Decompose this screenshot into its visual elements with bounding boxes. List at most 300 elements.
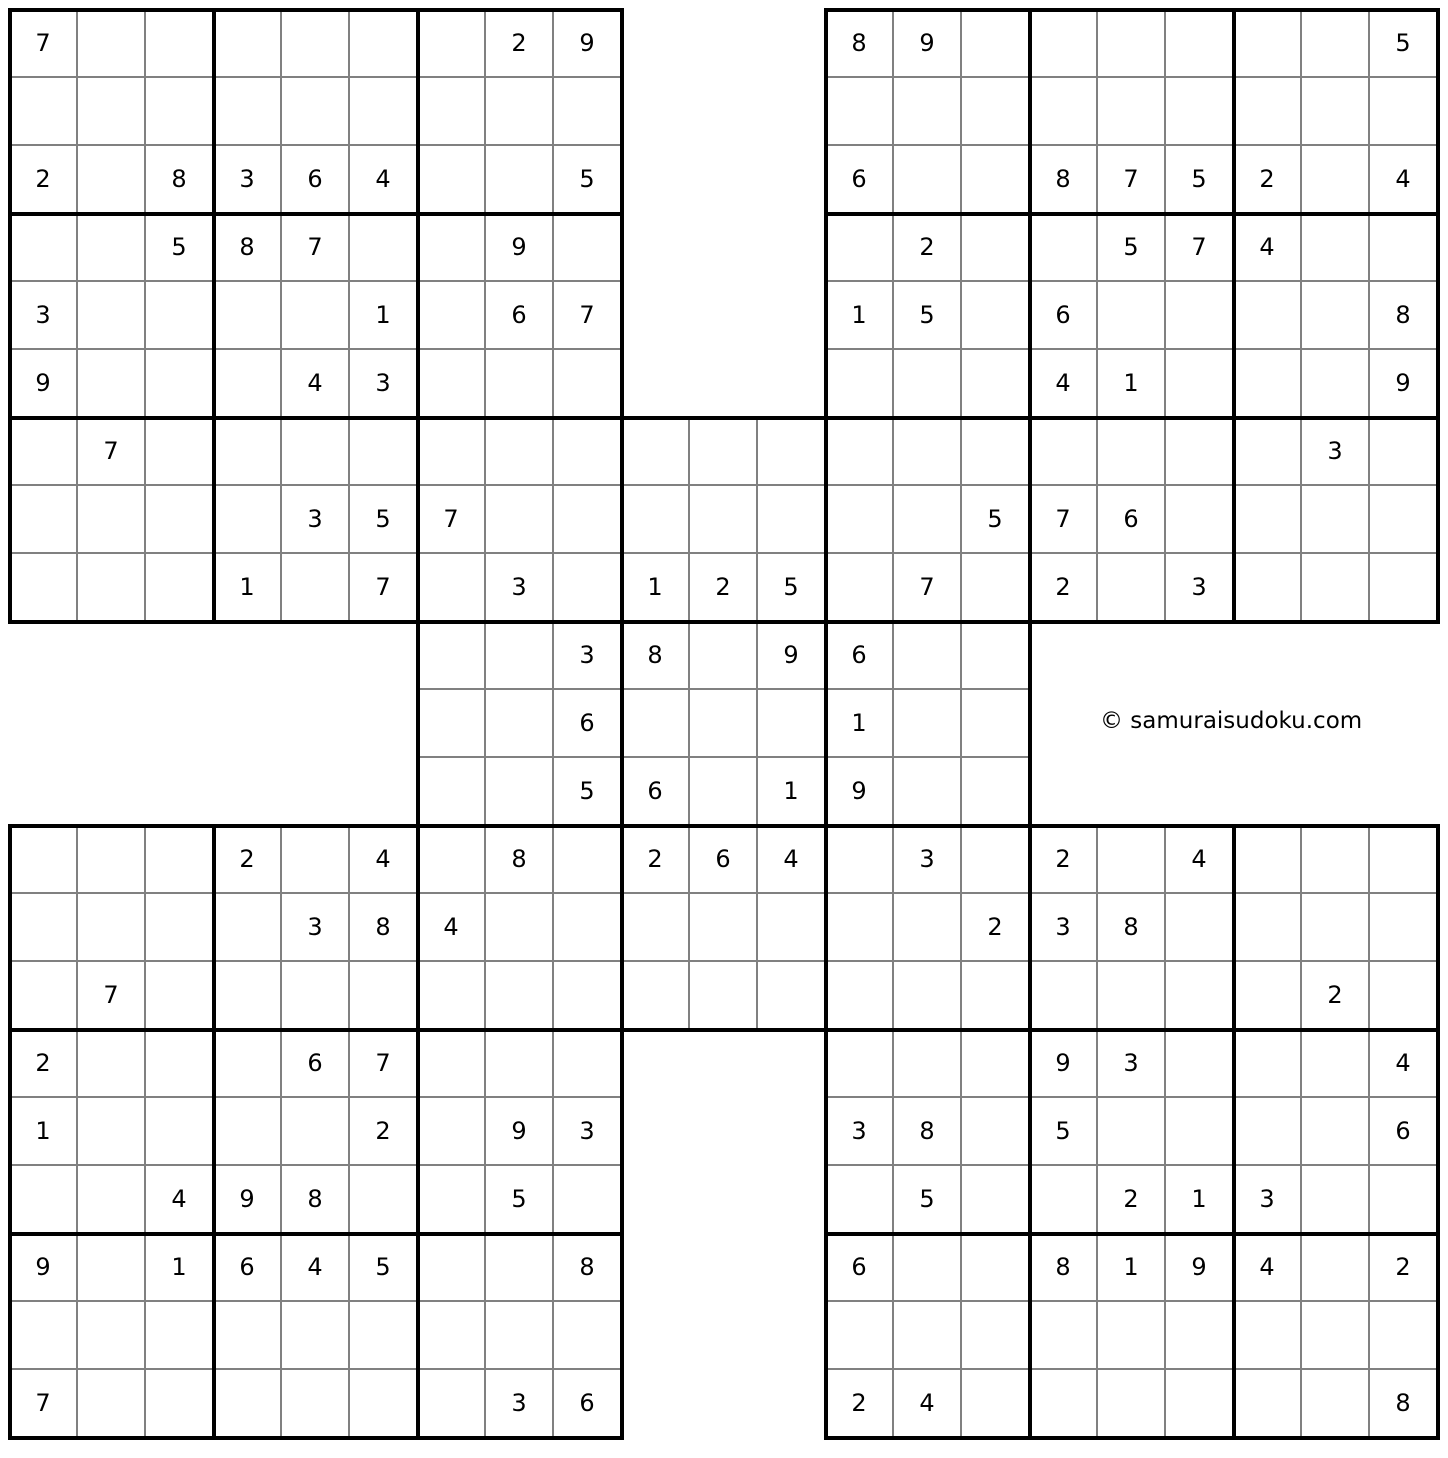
sudoku-cell[interactable]: [486, 1234, 554, 1302]
sudoku-cell[interactable]: 5: [1166, 146, 1234, 214]
sudoku-cell[interactable]: 4: [1370, 1030, 1438, 1098]
sudoku-cell[interactable]: [1234, 1030, 1302, 1098]
sudoku-cell[interactable]: 8: [1098, 894, 1166, 962]
sudoku-cell[interactable]: [1302, 282, 1370, 350]
sudoku-cell[interactable]: [962, 418, 1030, 486]
sudoku-cell[interactable]: [1098, 962, 1166, 1030]
sudoku-cell[interactable]: 2: [10, 146, 78, 214]
sudoku-cell[interactable]: [1234, 1302, 1302, 1370]
sudoku-cell[interactable]: [78, 894, 146, 962]
sudoku-cell[interactable]: [826, 1030, 894, 1098]
sudoku-cell[interactable]: [78, 554, 146, 622]
sudoku-cell[interactable]: [894, 622, 962, 690]
sudoku-cell[interactable]: [1234, 894, 1302, 962]
sudoku-cell[interactable]: [962, 214, 1030, 282]
sudoku-cell[interactable]: [826, 962, 894, 1030]
sudoku-cell[interactable]: [146, 282, 214, 350]
sudoku-cell[interactable]: [894, 962, 962, 1030]
sudoku-cell[interactable]: [282, 1370, 350, 1438]
sudoku-cell[interactable]: 8: [826, 10, 894, 78]
sudoku-cell[interactable]: 9: [486, 1098, 554, 1166]
sudoku-cell[interactable]: 6: [1098, 486, 1166, 554]
sudoku-cell[interactable]: [146, 554, 214, 622]
sudoku-cell[interactable]: [894, 486, 962, 554]
sudoku-cell[interactable]: [350, 1370, 418, 1438]
sudoku-cell[interactable]: [894, 1302, 962, 1370]
sudoku-cell[interactable]: [418, 554, 486, 622]
sudoku-cell[interactable]: [690, 486, 758, 554]
sudoku-cell[interactable]: [962, 554, 1030, 622]
sudoku-cell[interactable]: [486, 758, 554, 826]
sudoku-cell[interactable]: [1370, 554, 1438, 622]
sudoku-cell[interactable]: 3: [554, 622, 622, 690]
sudoku-cell[interactable]: [78, 826, 146, 894]
sudoku-cell[interactable]: 9: [554, 10, 622, 78]
sudoku-cell[interactable]: 6: [554, 690, 622, 758]
sudoku-cell[interactable]: [486, 1302, 554, 1370]
sudoku-cell[interactable]: [962, 622, 1030, 690]
sudoku-cell[interactable]: [10, 78, 78, 146]
sudoku-cell[interactable]: 6: [1370, 1098, 1438, 1166]
sudoku-cell[interactable]: [282, 282, 350, 350]
sudoku-cell[interactable]: [1302, 78, 1370, 146]
sudoku-cell[interactable]: [146, 894, 214, 962]
sudoku-cell[interactable]: [10, 214, 78, 282]
sudoku-cell[interactable]: [1098, 1302, 1166, 1370]
sudoku-cell[interactable]: 3: [1234, 1166, 1302, 1234]
sudoku-cell[interactable]: 6: [214, 1234, 282, 1302]
sudoku-cell[interactable]: [962, 1370, 1030, 1438]
sudoku-cell[interactable]: 6: [1030, 282, 1098, 350]
sudoku-cell[interactable]: [10, 1302, 78, 1370]
sudoku-cell[interactable]: [282, 1302, 350, 1370]
sudoku-cell[interactable]: [78, 1030, 146, 1098]
sudoku-cell[interactable]: [486, 622, 554, 690]
sudoku-cell[interactable]: [1166, 894, 1234, 962]
sudoku-cell[interactable]: [486, 78, 554, 146]
sudoku-cell[interactable]: [146, 1370, 214, 1438]
sudoku-cell[interactable]: [1030, 962, 1098, 1030]
sudoku-cell[interactable]: [1370, 1166, 1438, 1234]
sudoku-cell[interactable]: 2: [962, 894, 1030, 962]
sudoku-cell[interactable]: [214, 962, 282, 1030]
sudoku-cell[interactable]: 4: [418, 894, 486, 962]
sudoku-cell[interactable]: 5: [350, 486, 418, 554]
sudoku-cell[interactable]: [486, 418, 554, 486]
sudoku-cell[interactable]: [214, 486, 282, 554]
sudoku-cell[interactable]: [962, 10, 1030, 78]
sudoku-cell[interactable]: [214, 1370, 282, 1438]
sudoku-cell[interactable]: 7: [10, 10, 78, 78]
sudoku-cell[interactable]: 9: [894, 10, 962, 78]
sudoku-cell[interactable]: [146, 962, 214, 1030]
sudoku-cell[interactable]: [758, 418, 826, 486]
sudoku-cell[interactable]: [826, 214, 894, 282]
sudoku-cell[interactable]: [1098, 826, 1166, 894]
sudoku-cell[interactable]: 3: [894, 826, 962, 894]
sudoku-cell[interactable]: [214, 894, 282, 962]
sudoku-cell[interactable]: [418, 1166, 486, 1234]
sudoku-cell[interactable]: [146, 826, 214, 894]
sudoku-cell[interactable]: [282, 554, 350, 622]
sudoku-cell[interactable]: [418, 1098, 486, 1166]
sudoku-cell[interactable]: 9: [1030, 1030, 1098, 1098]
sudoku-cell[interactable]: 5: [894, 1166, 962, 1234]
sudoku-cell[interactable]: 4: [146, 1166, 214, 1234]
sudoku-cell[interactable]: [78, 350, 146, 418]
sudoku-cell[interactable]: 2: [826, 1370, 894, 1438]
sudoku-cell[interactable]: [282, 78, 350, 146]
sudoku-cell[interactable]: 1: [1098, 350, 1166, 418]
sudoku-cell[interactable]: [962, 690, 1030, 758]
sudoku-cell[interactable]: [962, 1030, 1030, 1098]
sudoku-cell[interactable]: [146, 418, 214, 486]
sudoku-cell[interactable]: [690, 758, 758, 826]
sudoku-cell[interactable]: [1302, 214, 1370, 282]
sudoku-cell[interactable]: [1166, 486, 1234, 554]
sudoku-cell[interactable]: [1302, 1234, 1370, 1302]
sudoku-cell[interactable]: [1302, 554, 1370, 622]
sudoku-cell[interactable]: [418, 10, 486, 78]
sudoku-cell[interactable]: 4: [350, 146, 418, 214]
sudoku-cell[interactable]: 6: [826, 622, 894, 690]
sudoku-cell[interactable]: [78, 10, 146, 78]
sudoku-cell[interactable]: 5: [1030, 1098, 1098, 1166]
sudoku-cell[interactable]: 9: [1166, 1234, 1234, 1302]
sudoku-cell[interactable]: [622, 962, 690, 1030]
sudoku-cell[interactable]: 3: [1030, 894, 1098, 962]
sudoku-cell[interactable]: [1098, 554, 1166, 622]
sudoku-cell[interactable]: 8: [1370, 1370, 1438, 1438]
sudoku-cell[interactable]: [78, 1302, 146, 1370]
sudoku-cell[interactable]: [10, 894, 78, 962]
sudoku-cell[interactable]: [146, 350, 214, 418]
sudoku-cell[interactable]: [1302, 146, 1370, 214]
sudoku-cell[interactable]: 4: [1370, 146, 1438, 214]
sudoku-cell[interactable]: 5: [486, 1166, 554, 1234]
sudoku-cell[interactable]: 4: [894, 1370, 962, 1438]
sudoku-cell[interactable]: [1302, 826, 1370, 894]
sudoku-cell[interactable]: 2: [894, 214, 962, 282]
sudoku-cell[interactable]: 3: [282, 894, 350, 962]
sudoku-cell[interactable]: 3: [486, 554, 554, 622]
sudoku-cell[interactable]: [1370, 826, 1438, 894]
sudoku-cell[interactable]: [418, 350, 486, 418]
sudoku-cell[interactable]: [554, 486, 622, 554]
sudoku-cell[interactable]: [826, 894, 894, 962]
sudoku-cell[interactable]: [1166, 78, 1234, 146]
sudoku-cell[interactable]: [1370, 486, 1438, 554]
sudoku-cell[interactable]: [1302, 350, 1370, 418]
sudoku-cell[interactable]: [622, 894, 690, 962]
sudoku-cell[interactable]: 8: [1030, 1234, 1098, 1302]
sudoku-cell[interactable]: [962, 962, 1030, 1030]
sudoku-cell[interactable]: 7: [282, 214, 350, 282]
sudoku-cell[interactable]: 5: [146, 214, 214, 282]
sudoku-cell[interactable]: [418, 826, 486, 894]
sudoku-cell[interactable]: [146, 1030, 214, 1098]
sudoku-cell[interactable]: 4: [350, 826, 418, 894]
sudoku-cell[interactable]: 2: [1030, 826, 1098, 894]
sudoku-cell[interactable]: [826, 826, 894, 894]
sudoku-cell[interactable]: [486, 690, 554, 758]
sudoku-cell[interactable]: 7: [554, 282, 622, 350]
sudoku-cell[interactable]: 6: [282, 1030, 350, 1098]
sudoku-cell[interactable]: [554, 894, 622, 962]
sudoku-cell[interactable]: 3: [10, 282, 78, 350]
sudoku-cell[interactable]: [10, 554, 78, 622]
sudoku-cell[interactable]: [1166, 1370, 1234, 1438]
sudoku-cell[interactable]: [418, 1030, 486, 1098]
sudoku-cell[interactable]: [622, 690, 690, 758]
sudoku-cell[interactable]: [78, 214, 146, 282]
sudoku-cell[interactable]: [962, 282, 1030, 350]
sudoku-cell[interactable]: [1234, 78, 1302, 146]
sudoku-cell[interactable]: [962, 826, 1030, 894]
sudoku-cell[interactable]: 5: [554, 146, 622, 214]
sudoku-cell[interactable]: [554, 554, 622, 622]
sudoku-cell[interactable]: [418, 1302, 486, 1370]
sudoku-cell[interactable]: [10, 486, 78, 554]
sudoku-cell[interactable]: 7: [1030, 486, 1098, 554]
sudoku-cell[interactable]: 7: [350, 1030, 418, 1098]
sudoku-cell[interactable]: 3: [1098, 1030, 1166, 1098]
sudoku-cell[interactable]: 9: [10, 350, 78, 418]
sudoku-cell[interactable]: [894, 350, 962, 418]
sudoku-cell[interactable]: 6: [554, 1370, 622, 1438]
sudoku-cell[interactable]: [826, 350, 894, 418]
sudoku-cell[interactable]: 3: [282, 486, 350, 554]
sudoku-cell[interactable]: [1030, 214, 1098, 282]
sudoku-cell[interactable]: [826, 486, 894, 554]
sudoku-cell[interactable]: 5: [1098, 214, 1166, 282]
sudoku-cell[interactable]: [962, 350, 1030, 418]
sudoku-cell[interactable]: [1302, 1302, 1370, 1370]
sudoku-cell[interactable]: 7: [350, 554, 418, 622]
sudoku-cell[interactable]: 1: [1166, 1166, 1234, 1234]
sudoku-cell[interactable]: [1370, 214, 1438, 282]
sudoku-cell[interactable]: [418, 282, 486, 350]
sudoku-cell[interactable]: [1098, 1098, 1166, 1166]
sudoku-cell[interactable]: [690, 418, 758, 486]
sudoku-cell[interactable]: [554, 350, 622, 418]
sudoku-cell[interactable]: 2: [486, 10, 554, 78]
sudoku-cell[interactable]: [554, 418, 622, 486]
sudoku-cell[interactable]: [894, 78, 962, 146]
sudoku-cell[interactable]: [826, 418, 894, 486]
sudoku-cell[interactable]: [418, 78, 486, 146]
sudoku-cell[interactable]: [758, 962, 826, 1030]
sudoku-cell[interactable]: [1030, 418, 1098, 486]
sudoku-cell[interactable]: 7: [1098, 146, 1166, 214]
sudoku-cell[interactable]: [1098, 1370, 1166, 1438]
sudoku-cell[interactable]: 2: [214, 826, 282, 894]
sudoku-cell[interactable]: [350, 1302, 418, 1370]
sudoku-cell[interactable]: 8: [554, 1234, 622, 1302]
sudoku-cell[interactable]: [1098, 418, 1166, 486]
sudoku-cell[interactable]: [78, 282, 146, 350]
sudoku-cell[interactable]: [690, 622, 758, 690]
sudoku-cell[interactable]: 5: [350, 1234, 418, 1302]
sudoku-cell[interactable]: [78, 146, 146, 214]
sudoku-cell[interactable]: [894, 690, 962, 758]
sudoku-cell[interactable]: 9: [826, 758, 894, 826]
sudoku-cell[interactable]: [214, 78, 282, 146]
sudoku-cell[interactable]: [418, 962, 486, 1030]
sudoku-cell[interactable]: 8: [350, 894, 418, 962]
sudoku-cell[interactable]: [622, 486, 690, 554]
sudoku-cell[interactable]: [1302, 1166, 1370, 1234]
sudoku-cell[interactable]: [350, 1166, 418, 1234]
sudoku-cell[interactable]: [78, 1370, 146, 1438]
sudoku-cell[interactable]: [214, 418, 282, 486]
sudoku-cell[interactable]: 1: [10, 1098, 78, 1166]
sudoku-cell[interactable]: [282, 10, 350, 78]
sudoku-cell[interactable]: [1030, 1370, 1098, 1438]
sudoku-cell[interactable]: [1234, 1098, 1302, 1166]
sudoku-cell[interactable]: 5: [894, 282, 962, 350]
sudoku-cell[interactable]: [894, 1030, 962, 1098]
sudoku-cell[interactable]: [758, 690, 826, 758]
sudoku-cell[interactable]: [214, 1302, 282, 1370]
sudoku-cell[interactable]: [1234, 418, 1302, 486]
sudoku-cell[interactable]: 9: [1370, 350, 1438, 418]
sudoku-cell[interactable]: [1166, 418, 1234, 486]
sudoku-cell[interactable]: [1030, 1166, 1098, 1234]
sudoku-cell[interactable]: 6: [826, 1234, 894, 1302]
sudoku-cell[interactable]: [1166, 1302, 1234, 1370]
sudoku-cell[interactable]: [146, 1302, 214, 1370]
sudoku-cell[interactable]: 4: [1234, 1234, 1302, 1302]
sudoku-cell[interactable]: [554, 826, 622, 894]
sudoku-cell[interactable]: [894, 894, 962, 962]
sudoku-cell[interactable]: 8: [214, 214, 282, 282]
sudoku-cell[interactable]: 3: [554, 1098, 622, 1166]
sudoku-cell[interactable]: 2: [10, 1030, 78, 1098]
sudoku-cell[interactable]: 6: [486, 282, 554, 350]
sudoku-cell[interactable]: 7: [78, 418, 146, 486]
sudoku-cell[interactable]: [1166, 350, 1234, 418]
sudoku-cell[interactable]: [10, 826, 78, 894]
sudoku-cell[interactable]: 5: [1370, 10, 1438, 78]
sudoku-cell[interactable]: [418, 1370, 486, 1438]
sudoku-cell[interactable]: [554, 214, 622, 282]
sudoku-cell[interactable]: [282, 826, 350, 894]
sudoku-cell[interactable]: [1030, 10, 1098, 78]
sudoku-cell[interactable]: 3: [1302, 418, 1370, 486]
sudoku-cell[interactable]: 6: [622, 758, 690, 826]
sudoku-cell[interactable]: [10, 962, 78, 1030]
sudoku-cell[interactable]: [1234, 1370, 1302, 1438]
sudoku-cell[interactable]: [690, 894, 758, 962]
sudoku-cell[interactable]: 1: [622, 554, 690, 622]
sudoku-cell[interactable]: 1: [214, 554, 282, 622]
sudoku-cell[interactable]: [214, 10, 282, 78]
sudoku-cell[interactable]: 8: [146, 146, 214, 214]
sudoku-cell[interactable]: [282, 418, 350, 486]
sudoku-cell[interactable]: [1302, 1098, 1370, 1166]
sudoku-cell[interactable]: 6: [282, 146, 350, 214]
sudoku-cell[interactable]: [554, 1166, 622, 1234]
sudoku-cell[interactable]: 8: [486, 826, 554, 894]
sudoku-cell[interactable]: [146, 1098, 214, 1166]
sudoku-cell[interactable]: 1: [1098, 1234, 1166, 1302]
sudoku-cell[interactable]: [1098, 282, 1166, 350]
sudoku-cell[interactable]: [146, 10, 214, 78]
sudoku-cell[interactable]: 2: [1234, 146, 1302, 214]
sudoku-cell[interactable]: [826, 554, 894, 622]
sudoku-cell[interactable]: [486, 146, 554, 214]
sudoku-cell[interactable]: [1166, 1030, 1234, 1098]
sudoku-cell[interactable]: [962, 758, 1030, 826]
sudoku-cell[interactable]: [1370, 962, 1438, 1030]
sudoku-cell[interactable]: [1302, 486, 1370, 554]
sudoku-cell[interactable]: 7: [418, 486, 486, 554]
sudoku-cell[interactable]: 4: [1030, 350, 1098, 418]
sudoku-cell[interactable]: [418, 1234, 486, 1302]
sudoku-cell[interactable]: 3: [486, 1370, 554, 1438]
sudoku-cell[interactable]: 2: [1030, 554, 1098, 622]
sudoku-cell[interactable]: 8: [622, 622, 690, 690]
sudoku-cell[interactable]: 2: [622, 826, 690, 894]
sudoku-cell[interactable]: 1: [826, 282, 894, 350]
sudoku-cell[interactable]: 2: [690, 554, 758, 622]
sudoku-cell[interactable]: 5: [758, 554, 826, 622]
sudoku-cell[interactable]: [214, 1030, 282, 1098]
sudoku-cell[interactable]: 3: [826, 1098, 894, 1166]
sudoku-cell[interactable]: [1030, 78, 1098, 146]
sudoku-cell[interactable]: [486, 962, 554, 1030]
sudoku-cell[interactable]: [78, 78, 146, 146]
sudoku-cell[interactable]: 8: [894, 1098, 962, 1166]
sudoku-cell[interactable]: [894, 418, 962, 486]
sudoku-cell[interactable]: [554, 78, 622, 146]
sudoku-cell[interactable]: [418, 690, 486, 758]
sudoku-cell[interactable]: 2: [1370, 1234, 1438, 1302]
sudoku-cell[interactable]: [826, 1302, 894, 1370]
sudoku-cell[interactable]: [1302, 1370, 1370, 1438]
sudoku-cell[interactable]: [1302, 894, 1370, 962]
sudoku-cell[interactable]: [78, 486, 146, 554]
sudoku-cell[interactable]: 4: [1166, 826, 1234, 894]
sudoku-cell[interactable]: 4: [1234, 214, 1302, 282]
sudoku-cell[interactable]: 7: [1166, 214, 1234, 282]
sudoku-cell[interactable]: [1370, 894, 1438, 962]
sudoku-cell[interactable]: [962, 78, 1030, 146]
sudoku-cell[interactable]: [350, 10, 418, 78]
sudoku-cell[interactable]: [1030, 1302, 1098, 1370]
sudoku-cell[interactable]: [1166, 10, 1234, 78]
sudoku-cell[interactable]: [486, 486, 554, 554]
sudoku-cell[interactable]: 9: [486, 214, 554, 282]
sudoku-cell[interactable]: 8: [1370, 282, 1438, 350]
sudoku-cell[interactable]: [622, 418, 690, 486]
sudoku-cell[interactable]: [350, 214, 418, 282]
sudoku-cell[interactable]: [418, 758, 486, 826]
sudoku-cell[interactable]: 1: [826, 690, 894, 758]
sudoku-cell[interactable]: 6: [690, 826, 758, 894]
sudoku-cell[interactable]: [1302, 10, 1370, 78]
sudoku-cell[interactable]: [214, 282, 282, 350]
sudoku-cell[interactable]: [214, 350, 282, 418]
sudoku-cell[interactable]: [1302, 1030, 1370, 1098]
sudoku-cell[interactable]: 2: [1098, 1166, 1166, 1234]
sudoku-cell[interactable]: [350, 78, 418, 146]
sudoku-cell[interactable]: [1234, 962, 1302, 1030]
sudoku-cell[interactable]: 5: [962, 486, 1030, 554]
sudoku-cell[interactable]: 3: [1166, 554, 1234, 622]
sudoku-cell[interactable]: 3: [350, 350, 418, 418]
